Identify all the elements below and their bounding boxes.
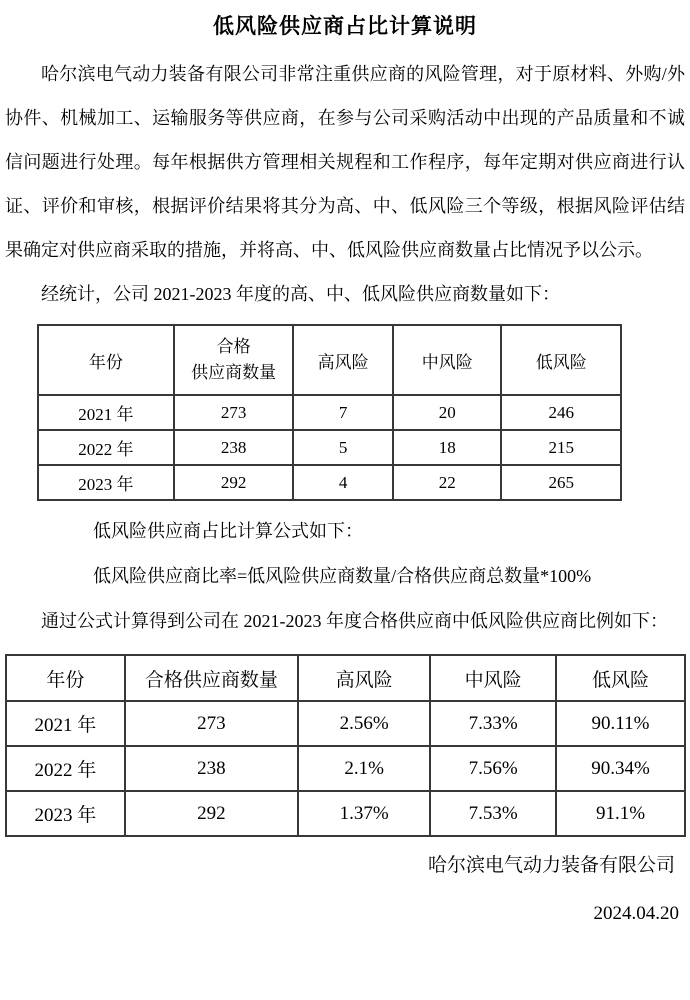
header-year: 年份 [6, 655, 125, 701]
table-row [38, 430, 621, 465]
table-header-row [6, 655, 685, 701]
table-cell: 2022 年 [38, 430, 174, 465]
table-cell: 2021 年 [6, 701, 125, 746]
document-date: 2024.04.20 [593, 903, 679, 924]
table-cell: 2023 年 [6, 791, 125, 836]
header-qualified-line1: 合格 [216, 337, 251, 356]
header-year: 年份 [38, 325, 174, 395]
table-cell: 273 [125, 701, 298, 746]
table-cell: 7 [293, 395, 393, 430]
table-cell: 2022 年 [6, 746, 125, 791]
table-cell: 91.1% [556, 791, 685, 836]
intro-paragraph: 哈尔滨电气动力装备有限公司非常注重供应商的风险管理，对于原材料、外购/外协件、机械加工、运输服务等供应商，在参与公司采购活动中出现的产品质量和不诚信问题进行处理。每年根据供方管理相关规程和工作程序，每年定期对供应商进行认证、评价和审核，根据评价结果将其分为高、中、低风险三个等级，根据风险评估结果确定对供应商采取的措施，并将高、中、低风险供应商数量占比情况予以公示。 [5, 64, 685, 260]
table-row [38, 465, 621, 500]
suppliers-percentage-table [5, 654, 686, 837]
table-cell: 238 [174, 430, 294, 465]
suppliers-count-table [37, 324, 622, 501]
table-row [6, 746, 685, 791]
count-table-lead-in: 经统计，公司 2021-2023 年度的高、中、低风险供应商数量如下： [41, 284, 560, 304]
table-cell: 273 [174, 395, 294, 430]
table-cell: 4 [293, 465, 393, 500]
table-cell: 22 [393, 465, 501, 500]
table-cell: 18 [393, 430, 501, 465]
table-cell: 2.56% [298, 701, 430, 746]
company-signature: 哈尔滨电气动力装备有限公司 [427, 855, 675, 876]
table-cell: 265 [501, 465, 621, 500]
table-cell: 7.33% [430, 701, 556, 746]
table-cell: 1.37% [298, 791, 430, 836]
table-cell: 215 [501, 430, 621, 465]
document-title: 低风险供应商占比计算说明 [213, 14, 477, 38]
table-cell: 90.11% [556, 701, 685, 746]
table-cell: 2.1% [298, 746, 430, 791]
table-row [6, 701, 685, 746]
table-cell: 292 [125, 791, 298, 836]
table-row [6, 791, 685, 836]
header-mid-risk: 中风险 [393, 325, 501, 395]
header-qualified-suppliers: 合格供应商数量 [125, 655, 298, 701]
header-qualified-suppliers [174, 325, 294, 395]
table-cell: 90.34% [556, 746, 685, 791]
table-cell: 292 [174, 465, 294, 500]
header-low-risk: 低风险 [501, 325, 621, 395]
formula: 低风险供应商比率=低风险供应商数量/合格供应商总数量*100% [93, 566, 592, 586]
header-high-risk: 高风险 [298, 655, 430, 701]
table-cell: 2023 年 [38, 465, 174, 500]
table-cell: 5 [293, 430, 393, 465]
header-low-risk: 低风险 [556, 655, 685, 701]
table-header-row [38, 325, 621, 395]
table-cell: 7.53% [430, 791, 556, 836]
table-cell: 246 [501, 395, 621, 430]
header-high-risk: 高风险 [293, 325, 393, 395]
table-cell: 7.56% [430, 746, 556, 791]
table-cell: 238 [125, 746, 298, 791]
percentage-table-lead-in: 通过公式计算得到公司在 2021-2023 年度合格供应商中低风险供应商比例如下： [41, 611, 668, 631]
table-cell: 20 [393, 395, 501, 430]
table-row [38, 395, 621, 430]
formula-intro: 低风险供应商占比计算公式如下： [93, 521, 363, 541]
header-qualified-line2: 供应商数量 [191, 363, 277, 382]
table-cell: 2021 年 [38, 395, 174, 430]
header-mid-risk: 中风险 [430, 655, 556, 701]
